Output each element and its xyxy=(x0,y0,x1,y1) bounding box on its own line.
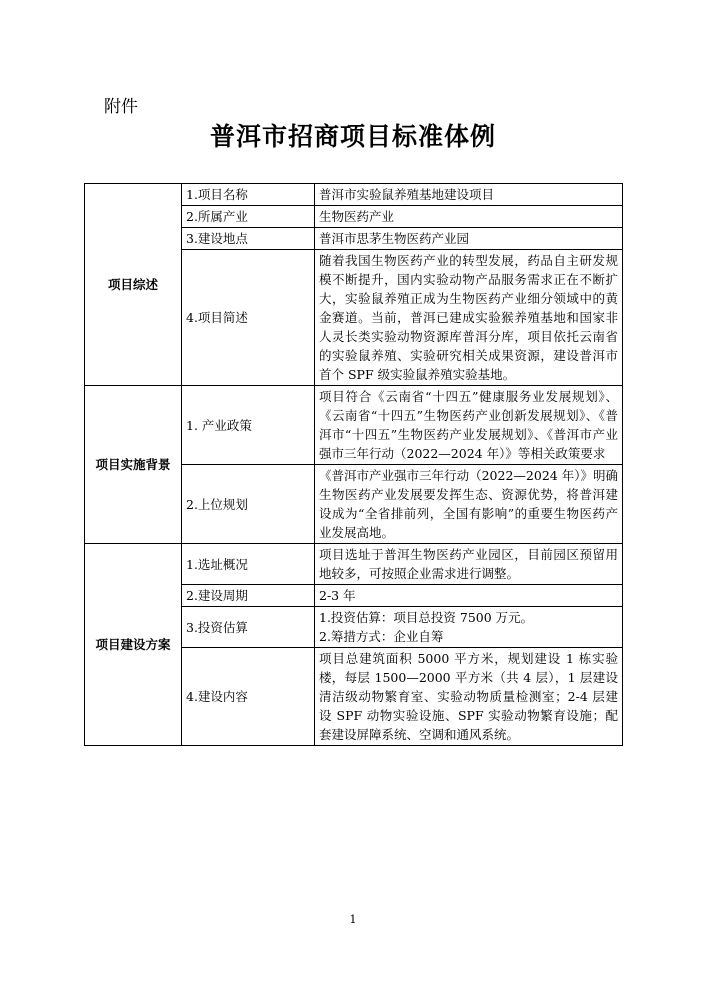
section-label-background: 项目实施背景 xyxy=(85,386,182,544)
row-value: 项目总建筑面积 5000 平方米，规划建设 1 栋实验楼，每层 1500—2000 平方米（共 4 层），1 层建设清洁级动物繁育室、实验动物质量检测室；2-4 层建设 SPF 动物实验设施、SPF 实验动物繁育设施；配套建设屏障系统、空调和通风系统。 xyxy=(315,648,623,746)
table-row xyxy=(85,386,623,465)
row-label: 1.项目名称 xyxy=(182,184,315,206)
table-row xyxy=(85,184,623,206)
row-value: 生物医药产业 xyxy=(315,206,623,228)
row-label: 1. 产业政策 xyxy=(182,386,315,465)
project-spec-table xyxy=(84,183,623,746)
row-value: 《普洱市产业强市三年行动（2022—2024 年）》明确生物医药产业发展要发挥生态、资源优势，将普洱建设成为“全省排前列，全国有影响”的重要生物医药产业发展高地。 xyxy=(315,465,623,544)
row-label: 2.建设周期 xyxy=(182,585,315,607)
row-value: 随着我国生物医药产业的转型发展，药品自主研发规模不断提升，国内实验动物产品服务需求正在不断扩大，实验鼠养殖正成为生物医药产业细分领域中的黄金赛道。当前，普洱已建成实验猴养殖基地和国家非人灵长类实验动物资源库普洱分库，项目依托云南省的实验鼠养殖、实验研究相关成果资源，建设普洱市首个 SPF 级实验鼠养殖实验基地。 xyxy=(315,250,623,386)
row-label: 4.建设内容 xyxy=(182,648,315,746)
page-number: 1 xyxy=(349,913,357,926)
value-line: 2.筹措方式：企业自筹 xyxy=(319,629,444,644)
row-label: 3.投资估算 xyxy=(182,607,315,648)
attachment-label: 附件 xyxy=(104,97,138,117)
row-value: 普洱市思茅生物医药产业园 xyxy=(315,228,623,250)
document-title: 普洱市招商项目标准体例 xyxy=(209,122,496,151)
row-value: 普洱市实验鼠养殖基地建设项目 xyxy=(315,184,623,206)
row-value: 项目符合《云南省“十四五”健康服务业发展规划》、《云南省“十四五”生物医药产业创新发展规划》、《普洱市“十四五”生物医药产业发展规划》、《普洱市产业强市三年行动（2022—2024 年）》等相关政策要求 xyxy=(315,386,623,465)
row-label: 2.所属产业 xyxy=(182,206,315,228)
table-row xyxy=(85,544,623,585)
row-value: 2-3 年 xyxy=(315,585,623,607)
section-label-plan: 项目建设方案 xyxy=(85,544,182,746)
row-value: 项目选址于普洱生物医药产业园区，目前园区预留用地较多，可按照企业需求进行调整。 xyxy=(315,544,623,585)
row-label: 2.上位规划 xyxy=(182,465,315,544)
row-label: 1.选址概况 xyxy=(182,544,315,585)
section-label-overview: 项目综述 xyxy=(85,184,182,386)
row-label: 3.建设地点 xyxy=(182,228,315,250)
value-line: 1.投资估算：项目总投资 7500 万元。 xyxy=(319,610,534,625)
row-value xyxy=(315,607,623,648)
row-label: 4.项目简述 xyxy=(182,250,315,386)
